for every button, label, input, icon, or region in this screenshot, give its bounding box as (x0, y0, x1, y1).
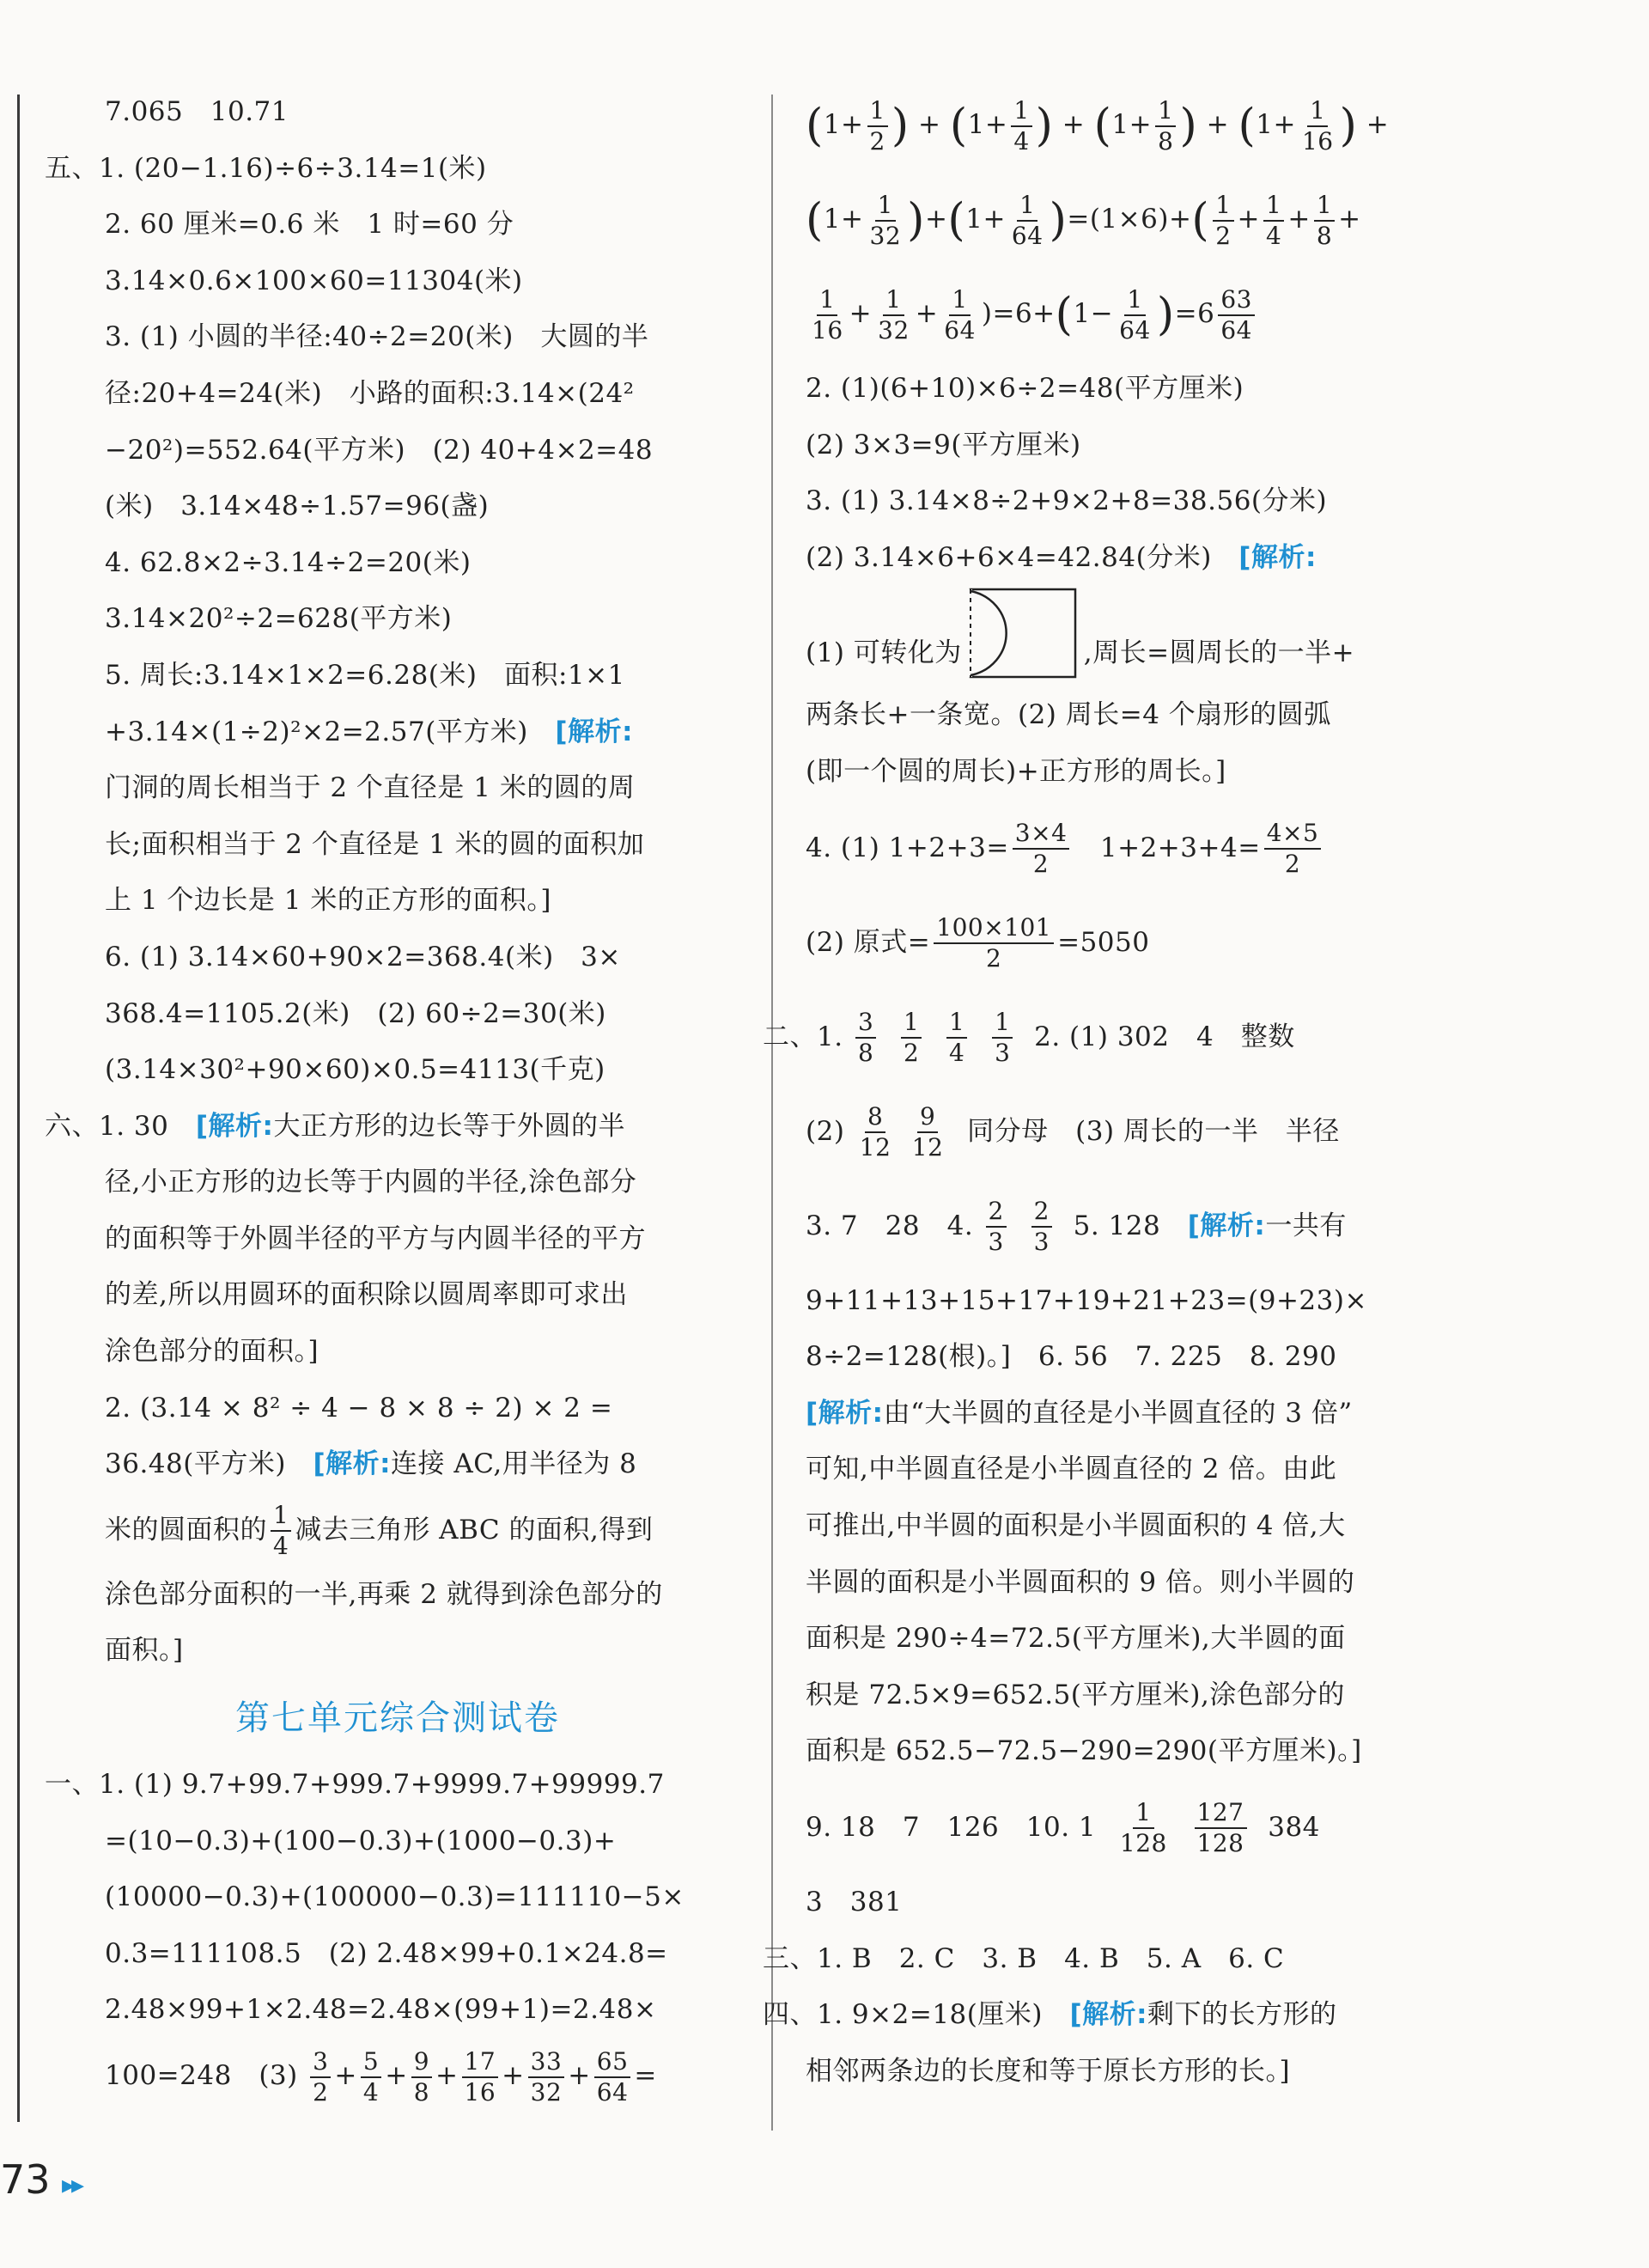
fraction: $\frac{1}{4}$ (1263, 191, 1284, 251)
fraction: $\frac{1}{8}$ (1155, 96, 1176, 156)
analysis-line: 面积是 652.5−72.5−290=290(平方厘米)。] (806, 1735, 1362, 1767)
answer-line (806, 530, 1505, 587)
analysis-line: 的差,所以用圆环的面积除以圆周率即可求出 (105, 1279, 628, 1311)
analysis-label: [解析: (806, 1397, 884, 1429)
answer-line: =(10−0.3)+(100−0.3)+(1000−0.3)+ (105, 1825, 617, 1856)
analysis-text: 大正方形的边长等于外圆的半 (273, 1110, 625, 1142)
analysis-line: 8÷2=128(根)。] 6. 56 7. 225 8. 290 (806, 1341, 1337, 1373)
answer-line: 2. (3.14 × 8² ÷ 4 − 8 × 8 ÷ 2) × 2 = (105, 1392, 613, 1424)
analysis-label: [解析: (1187, 1210, 1266, 1241)
fraction: $\frac{1}{2}$ (1213, 191, 1233, 251)
analysis-line (806, 586, 1505, 687)
analysis-label: [解析: (195, 1110, 274, 1142)
analysis-line: 门洞的周长相当于 2 个直径是 1 米的圆的周 (105, 772, 636, 804)
analysis-line: 可推出,中半圆的面积是小半圆面积的 4 倍,大 (806, 1509, 1346, 1541)
analysis-line: 涂色部分面积的一半,再乘 2 就得到涂色部分的 (105, 1578, 663, 1610)
answer-text: 3. 7 28 4. (806, 1210, 974, 1241)
analysis-line: 半圆的面积是小半圆面积的 9 倍。则小半圆的 (806, 1566, 1355, 1598)
answer-line (806, 1780, 1505, 1875)
analysis-line: 两条长+一条宽。(2) 周长=4 个扇形的圆弧 (806, 699, 1331, 731)
fraction: $\frac{4\times 5}{2}$ (1264, 819, 1322, 879)
analysis-label: [解析: (313, 1448, 392, 1480)
analysis-text: 减去三角形 ABC 的面积,得到 (295, 1514, 654, 1546)
analysis-text: 剩下的长方形的 (1147, 1999, 1337, 2031)
analysis-text: 由“大半圆的直径是小半圆直径的 3 倍” (883, 1397, 1353, 1429)
analysis-line: 涂色部分的面积。] (105, 1336, 319, 1368)
fraction: $\frac{3\times 4}{2}$ (1013, 819, 1070, 879)
answer-line: (10000−0.3)+(100000−0.3)=111110−5× (105, 1881, 685, 1913)
analysis-line: 面积。] (105, 1635, 184, 1667)
fraction: $\frac{1}{16}$ (812, 284, 843, 344)
answer-text: +3.14×(1÷2)²×2=2.57(平方米) (105, 716, 556, 747)
answer-line: 4. 62.8×2÷3.14÷2=20(米) (105, 546, 472, 578)
fraction: $\frac{3}{2}$ (310, 2047, 331, 2107)
answer-line: 3.14×20²÷2=628(平方米) (105, 603, 453, 635)
answer-line: 100=248 (3) $\frac{3}{2}$ + $\frac{5}{4}$ + $\frac{9}{8}$ + $\frac{17}{16}$ + $\frac{33}{32}$ + $\frac{65}{64}$ = (105, 2046, 657, 2106)
fraction: $\frac{8}{12}$ (859, 1102, 891, 1162)
answer-line: $\frac{1}{16}$ + $\frac{1}{32}$ + $\frac{1}{64}$ )=6+(1− $\frac{1}{64}$ )=6 $\frac{63}{64}$ (806, 266, 1505, 361)
answer-line (806, 1084, 1505, 1179)
fraction: $\frac{2}{3}$ (1031, 1197, 1052, 1257)
analysis-line: 上 1 个边长是 1 米的正方形的面积。] (105, 885, 551, 917)
fraction: $\frac{1}{4}$ (1011, 96, 1031, 156)
answer-text: 384 (1268, 1811, 1320, 1843)
answer-line: 一、1. (1) 9.7+99.7+999.7+9999.7+99999.7 (45, 1769, 665, 1801)
analysis-text: (1) 可转化为 (806, 637, 962, 669)
answer-text: 9. 18 7 126 10. 1 (806, 1811, 1097, 1843)
fraction: $\frac{1}{4}$ (946, 1008, 967, 1068)
answer-line (45, 704, 751, 761)
answer-text: =6 (1174, 298, 1215, 329)
analysis-label: [解析: (555, 716, 633, 747)
fraction: $\frac{9}{12}$ (911, 1102, 944, 1162)
answer-line (45, 1436, 751, 1493)
answer-line (806, 801, 1505, 895)
column-divider (771, 94, 773, 2131)
fraction: $\frac{17}{16}$ (462, 2047, 499, 2107)
analysis-line: 9+11+13+15+17+19+21+23=(9+23)× (806, 1284, 1367, 1316)
left-column (45, 84, 751, 2113)
analysis-line (45, 1493, 751, 1567)
fraction: $\frac{1}{128}$ (1119, 1798, 1167, 1858)
fraction: $\frac{1}{3}$ (992, 1008, 1013, 1068)
answer-line: (1+ $\frac{1}{2}$ ) + (1+ $\frac{1}{4}$ ) + (1+ $\frac{1}{8}$ ) + (1+ $\frac{1}{16}$ ) + (806, 95, 1390, 155)
analysis-line (806, 1386, 1505, 1442)
fraction: $\frac{65}{64}$ (594, 2047, 631, 2107)
analysis-line: 可知,中半圆直径是小半圆直径的 2 倍。由此 (806, 1454, 1337, 1485)
answer-text: (2) 3.14×6+6×4=42.84(分米) (806, 541, 1239, 573)
answer-text: 六、1. 30 (45, 1110, 196, 1142)
answer-line: 6. (1) 3.14×60+90×2=368.4(米) 3× (105, 941, 621, 972)
next-arrows-icon: ▸▸ (62, 2170, 82, 2200)
answer-line (45, 1099, 751, 1155)
answer-text: (2) (806, 1115, 845, 1147)
answer-line: 3 381 (806, 1886, 903, 1917)
fraction: $\frac{1}{64}$ (1119, 284, 1151, 344)
answer-text: =(1×6)+ (1067, 204, 1192, 235)
answer-line: 3.14×0.6×100×60=11304(米) (105, 265, 523, 296)
page-number: 73 (0, 2156, 51, 2203)
answer-text: 5. 128 (1073, 1210, 1188, 1241)
analysis-line: 径,小正方形的边长等于内圆的半径,涂色部分 (105, 1167, 637, 1198)
answer-line: (2) 3×3=9(平方厘米) (806, 429, 1081, 460)
fraction: $\frac{1}{32}$ (869, 190, 902, 250)
fraction: $\frac{1}{64}$ (1011, 190, 1044, 250)
answer-line (763, 1987, 1505, 2044)
answer-text: 100=248 (3) (105, 2060, 298, 2091)
analysis-text: 一共有 (1265, 1210, 1347, 1241)
answer-text: =5050 (1057, 926, 1150, 958)
fraction: $\frac{63}{64}$ (1218, 285, 1255, 345)
analysis-text: ,周长=圆周长的一半+ (1083, 637, 1355, 669)
answer-text: 2. (1) 302 4 整数 (1034, 1021, 1295, 1052)
answer-line: (3.14×30²+90×60)×0.5=4113(千克) (105, 1054, 605, 1086)
answer-text: 二、1. (763, 1021, 843, 1052)
answer-line: 7.065 10.71 (105, 96, 289, 127)
analysis-line: 长;面积相当于 2 个直径是 1 米的圆的面积加 (105, 828, 645, 860)
fraction: $\frac{1}{2}$ (901, 1008, 922, 1068)
answer-line (806, 1179, 1505, 1273)
answer-line: 2.48×99+1×2.48=2.48×(99+1)=2.48× (105, 1994, 657, 2026)
section-title: 第七单元综合测试卷 (235, 1698, 560, 1739)
fraction: $\frac{2}{3}$ (986, 1197, 1007, 1257)
fraction: $\frac{33}{32}$ (528, 2047, 565, 2107)
fraction: $\frac{9}{8}$ (411, 2047, 432, 2107)
answer-line: (米) 3.14×48÷1.57=96(盏) (105, 491, 490, 522)
right-column (763, 77, 1505, 2100)
analysis-line: 面积是 290÷4=72.5(平方厘米),大半圆的面 (806, 1623, 1346, 1655)
analysis-text: 连接 AC,用半径为 8 (391, 1448, 637, 1480)
fraction: $\frac{1}{4}$ (271, 1501, 291, 1561)
analysis-label: [解析: (1238, 541, 1317, 573)
analysis-line: 相邻两条边的长度和等于原长方形的长。] (806, 2055, 1291, 2087)
fraction: $\frac{1}{8}$ (1314, 191, 1335, 251)
fraction: $\frac{127}{128}$ (1195, 1798, 1247, 1858)
answer-line (806, 895, 1505, 990)
answer-line: 3. (1) 3.14×8÷2+9×2+8=38.56(分米) (806, 485, 1328, 517)
answer-line: 0.3=111108.5 (2) 2.48×99+0.1×24.8= (105, 1937, 668, 1969)
fraction: $\frac{1}{64}$ (944, 284, 976, 344)
answer-text: )=6+ (981, 298, 1056, 329)
fraction: $\frac{3}{8}$ (855, 1008, 876, 1068)
analysis-label: [解析: (1069, 1999, 1148, 2031)
analysis-line: 积是 72.5×9=652.5(平方厘米),涂色部分的 (806, 1679, 1345, 1710)
answer-line: 径:20+4=24(米) 小路的面积:3.14×(24² (105, 377, 635, 409)
fraction: $\frac{1}{16}$ (1301, 95, 1334, 155)
answer-line: 三、1. B 2. C 3. B 4. B 5. A 6. C (763, 1942, 1285, 1974)
analysis-line: (即一个圆的周长)+正方形的周长。] (806, 755, 1226, 787)
answer-line: −20²)=552.64(平方米) (2) 40+4×2=48 (105, 434, 654, 466)
answer-line: 2. 60 厘米=0.6 米 1 时=60 分 (105, 209, 514, 241)
answer-line: 368.4=1105.2(米) (2) 60÷2=30(米) (105, 997, 606, 1029)
fraction: $\frac{100\times 101}{2}$ (934, 913, 1054, 973)
answer-line: (1+ $\frac{1}{32}$ )+(1+ $\frac{1}{64}$ )=(1×6)+( $\frac{1}{2}$ + $\frac{1}{4}$ + $\frac{1}{8}$ + (806, 190, 1361, 250)
fraction: $\frac{1}{2}$ (867, 96, 888, 156)
answer-text: (2) 原式= (806, 926, 931, 958)
answer-text: 36.48(平方米) (105, 1448, 313, 1480)
fraction: $\frac{5}{4}$ (361, 2047, 381, 2107)
answer-line: 5. 周长:3.14×1×2=6.28(米) 面积:1×1 (105, 659, 625, 691)
analysis-text: 米的圆面积的 (105, 1514, 267, 1546)
answer-text: 同分母 (3) 周长的一半 半径 (967, 1115, 1340, 1147)
answer-text: 4. (1) 1+2+3= (806, 832, 1009, 863)
answer-line (763, 990, 1505, 1084)
answer-line: 3. (1) 小圆的半径:40÷2=20(米) 大圆的半 (105, 321, 649, 353)
left-edge-rule (17, 94, 20, 2122)
analysis-line: 的面积等于外圆半径的平方与内圆半径的平方 (105, 1222, 646, 1254)
fraction: $\frac{1}{32}$ (878, 284, 910, 344)
answer-line: 五、1. (20−1.16)÷6÷3.14=1(米) (45, 152, 487, 184)
answer-line: 2. (1)(6+10)×6÷2=48(平方厘米) (806, 373, 1244, 404)
answer-text: 1+2+3+4= (1073, 832, 1261, 863)
answer-text: 四、1. 9×2=18(厘米) (763, 1999, 1070, 2031)
